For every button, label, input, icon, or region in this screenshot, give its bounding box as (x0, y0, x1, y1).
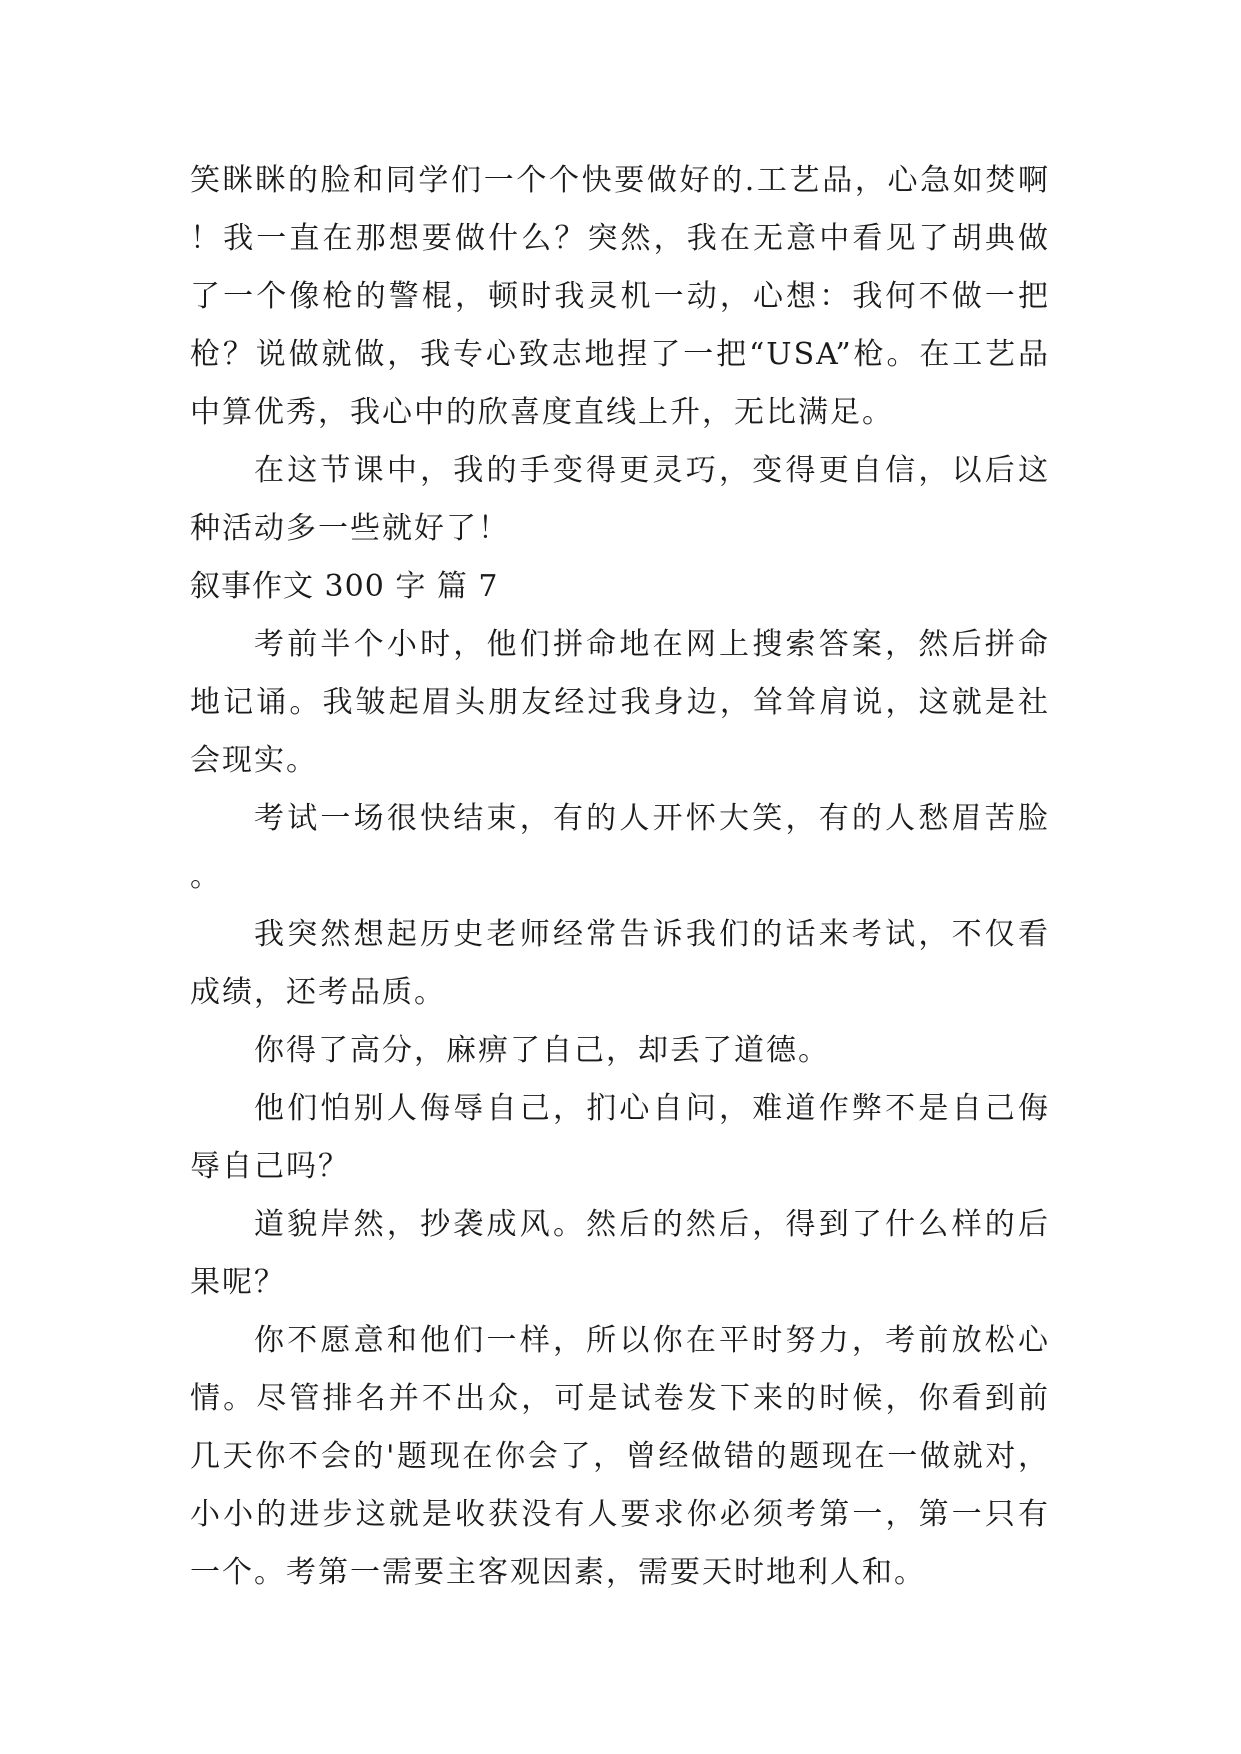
document-body (190, 152, 1050, 1602)
paragraph-consequences: 道貌岸然，抄袭成风。然后的然后，得到了什么样的后果呢？ (190, 1207, 1050, 1300)
essay-heading: 叙事作文 300 字 篇 7 (190, 569, 499, 604)
paragraph-high-score: 你得了高分，麻痹了自己，却丢了道德。 (254, 1033, 830, 1068)
paragraph-teacher-words: 我突然想起历史老师经常告诉我们的话来考试，不仅看成绩，还考品质。 (190, 917, 1050, 1010)
paragraph-workshop-craft: 笑眯眯的脸和同学们一个个快要做好的.工艺品，心急如焚啊！我一直在那想要做什么？突然，我在无意中看见了胡典做了一个像枪的警棍，顿时我灵机一动，心想：我何不做一把枪？说做就做，我专心致志地捏了一把“USA”枪。在工艺品中算优秀，我心中的欣喜度直线上升，无比满足。 (190, 163, 1050, 430)
paragraph-exam-ends: 考试一场很快结束，有的人开怀大笑，有的人愁眉苦脸。 (190, 801, 1050, 894)
paragraph-self-insult: 他们怕别人侮辱自己，扪心自问，难道作弊不是自己侮辱自己吗？ (190, 1091, 1050, 1184)
paragraph-honest-effort: 你不愿意和他们一样，所以你在平时努力，考前放松心情。尽管排名并不出众，可是试卷发下来的时候，你看到前几天你不会的'题现在你会了，曾经做错的题现在一做就对，小小的进步这就是收获没有人要求你必须考第一，第一只有一个。考第一需要主客观因素，需要天时地利人和。 (190, 1323, 1050, 1590)
paragraph-exam-cramming: 考前半个小时，他们拼命地在网上搜索答案，然后拼命地记诵。我皱起眉头朋友经过我身边，耸耸肩说，这就是社会现实。 (190, 627, 1050, 778)
paragraph-workshop-conclusion: 在这节课中，我的手变得更灵巧，变得更自信，以后这种活动多一些就好了！ (190, 453, 1050, 546)
